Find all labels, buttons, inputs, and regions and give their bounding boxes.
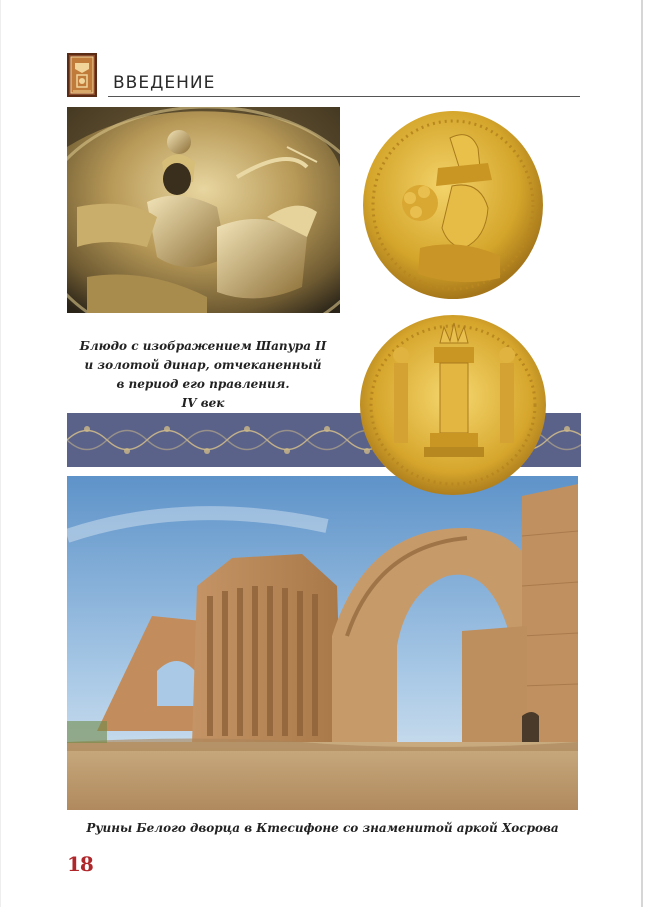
caption-line: в период его правления. [116,377,290,391]
gold-coin-reverse-photo [358,313,548,497]
caption-line: Блюдо с изображением Шапура II [79,339,327,353]
caption-line: IV век [181,396,225,410]
ctesiphon-ruins-photo [67,476,578,810]
caption-line: и золотой динар, отчеканенный [84,358,322,372]
figure-caption-plate-and-coin [68,337,338,413]
page-edge-left [0,0,1,907]
ornamental-initial-icon [67,53,97,97]
page-title: ВВЕДЕНИЕ [113,73,216,93]
gold-coin-obverse-photo [360,108,546,302]
silver-plate-photo [67,107,340,313]
page-number: 18 [67,852,93,876]
page-edge-right [641,0,643,907]
figure-caption-ruins: Руины Белого дворца в Ктесифоне со знаменитой аркой Хосрова [86,821,559,835]
heading-underline [108,96,580,97]
